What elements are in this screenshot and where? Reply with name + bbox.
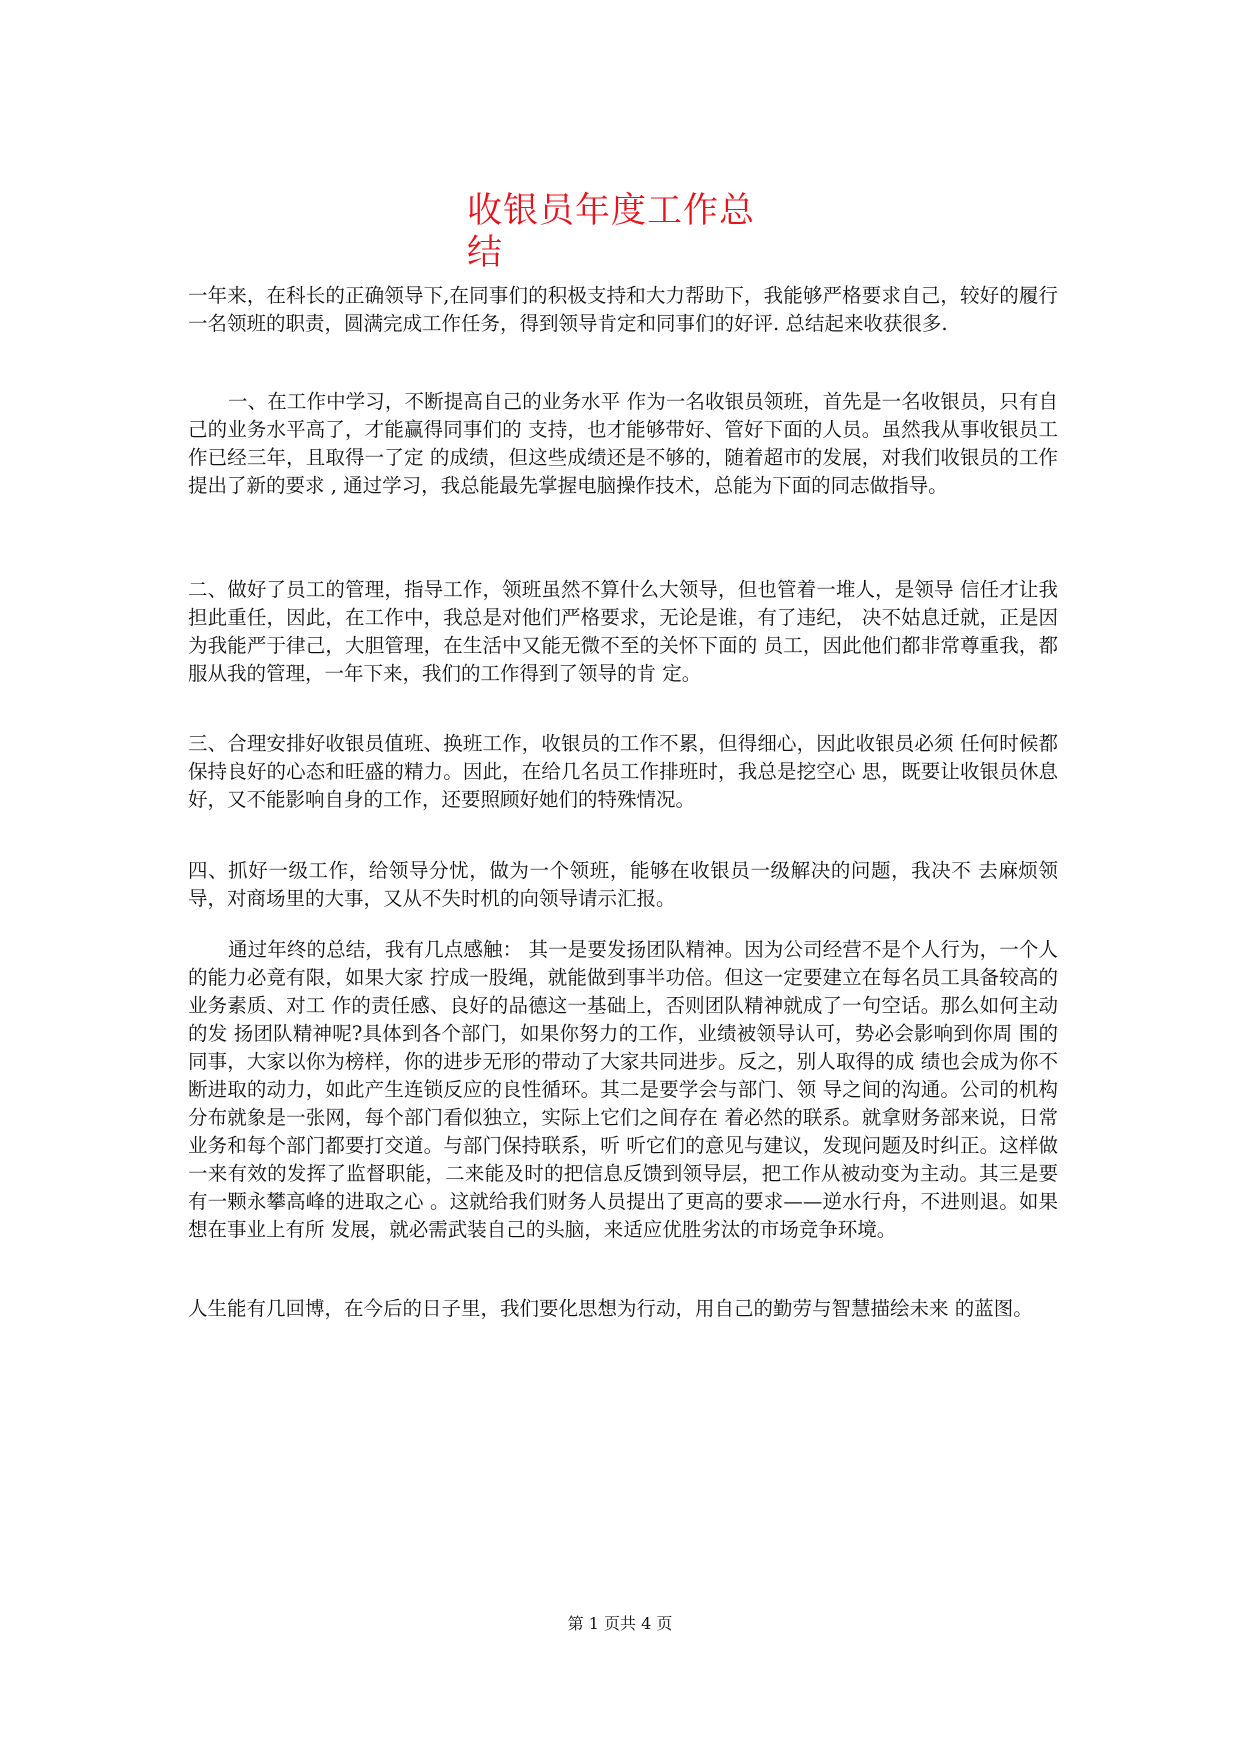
paragraph-section-1: 一、在工作中学习，不断提高自己的业务水平 作为一名收银员领班，首先是一名收银员，只有自己的业务水平高了，才能赢得同事们的 支持，也才能够带好、管好下面的人员。虽然我从事收银员工作已经三年，且取得一了定 的成绩，但这些成绩还是不够的，随着超市的发展，对我们收银员的工作提出了新的要求 , 通过学习，我总能最先掌握电脑操作技术，总能为下面的同志做指导。 — [188, 390, 1058, 497]
page-number-footer: 第 1 页共 4 页 — [567, 1614, 673, 1633]
paragraph-reflections: 通过年终的总结，我有几点感触： 其一是要发扬团队精神。因为公司经营不是个人行为，一个人的能力必竟有限，如果大家 拧成一股绳，就能做到事半功倍。但这一定要建立在每名员工具备较高的业务素质、对工 作的责任感、良好的品德这一基础上，否则团队精神就成了一句空话。那么如何主动的发 扬团队精神呢?具体到各个部门，如果你努力的工作，业绩被领导认可，势必会影响到你周 围的同事，大家以你为榜样，你的进步无形的带动了大家共同进步。反之，别人取得的成 绩也会成为你不断进取的动力，如此产生连锁反应的良性循环。其二是要学会与部门、领 导之间的沟通。公司的机构分布就象是一张网，每个部门看似独立，实际上它们之间存在 着必然的联系。就拿财务部来说，日常业务和每个部门都要打交道。与部门保持联系，听 听它们的意见与建议，发现问题及时纠正。这样做一来有效的发挥了监督职能，二来能及时的把信息反馈到领导层，把工作从被动变为主动。其三是要有一颗永攀高峰的进取之心 。这就给我们财务人员提出了更高的要求——逆水行舟，不进则退。如果想在事业上有所 发展，就必需武装自己的头脑，来适应优胜劣汰的市场竞争环境。 — [188, 938, 1058, 1241]
paragraph-conclusion: 人生能有几回博，在今后的日子里，我们要化思想为行动，用自己的勤劳与智慧描绘未来 的蓝图。 — [188, 1297, 1033, 1320]
document-title: 收银员年度工作总结 — [467, 191, 756, 273]
paragraph-intro: 一年来，在科长的正确领导下,在同事们的积极支持和大力帮助下，我能够严格要求自己，较好的履行一名领班的职责，圆满完成工作任务，得到领导肯定和同事们的好评. 总结起来收获很多. — [188, 284, 1058, 335]
paragraph-section-3: 三、合理安排好收银员值班、换班工作，收银员的工作不累，但得细心，因此收银员必须 任何时候都保持良好的心态和旺盛的精力。因此，在给几名员工作排班时，我总是挖空心 思，既要让收银员休息好，又不能影响自身的工作，还要照顾好她们的特殊情况。 — [188, 732, 1058, 811]
paragraph-section-4: 四、抓好一级工作，给领导分忧，做为一个领班，能够在收银员一级解决的问题，我决不 去麻烦领导，对商场里的大事，又从不失时机的向领导请示汇报。 — [188, 859, 1058, 910]
paragraph-section-2: 二、做好了员工的管理，指导工作，领班虽然不算什么大领导，但也管着一堆人，是领导 信任才让我担此重任，因此，在工作中，我总是对他们严格要求，无论是谁，有了违纪， 决不姑息迁就，正是因为我能严于律己，大胆管理，在生活中又能无微不至的关怀下面的 员工，因此他们都非常尊重我，都服从我的管理，一年下来，我们的工作得到了领导的肯 定。 — [188, 578, 1058, 685]
